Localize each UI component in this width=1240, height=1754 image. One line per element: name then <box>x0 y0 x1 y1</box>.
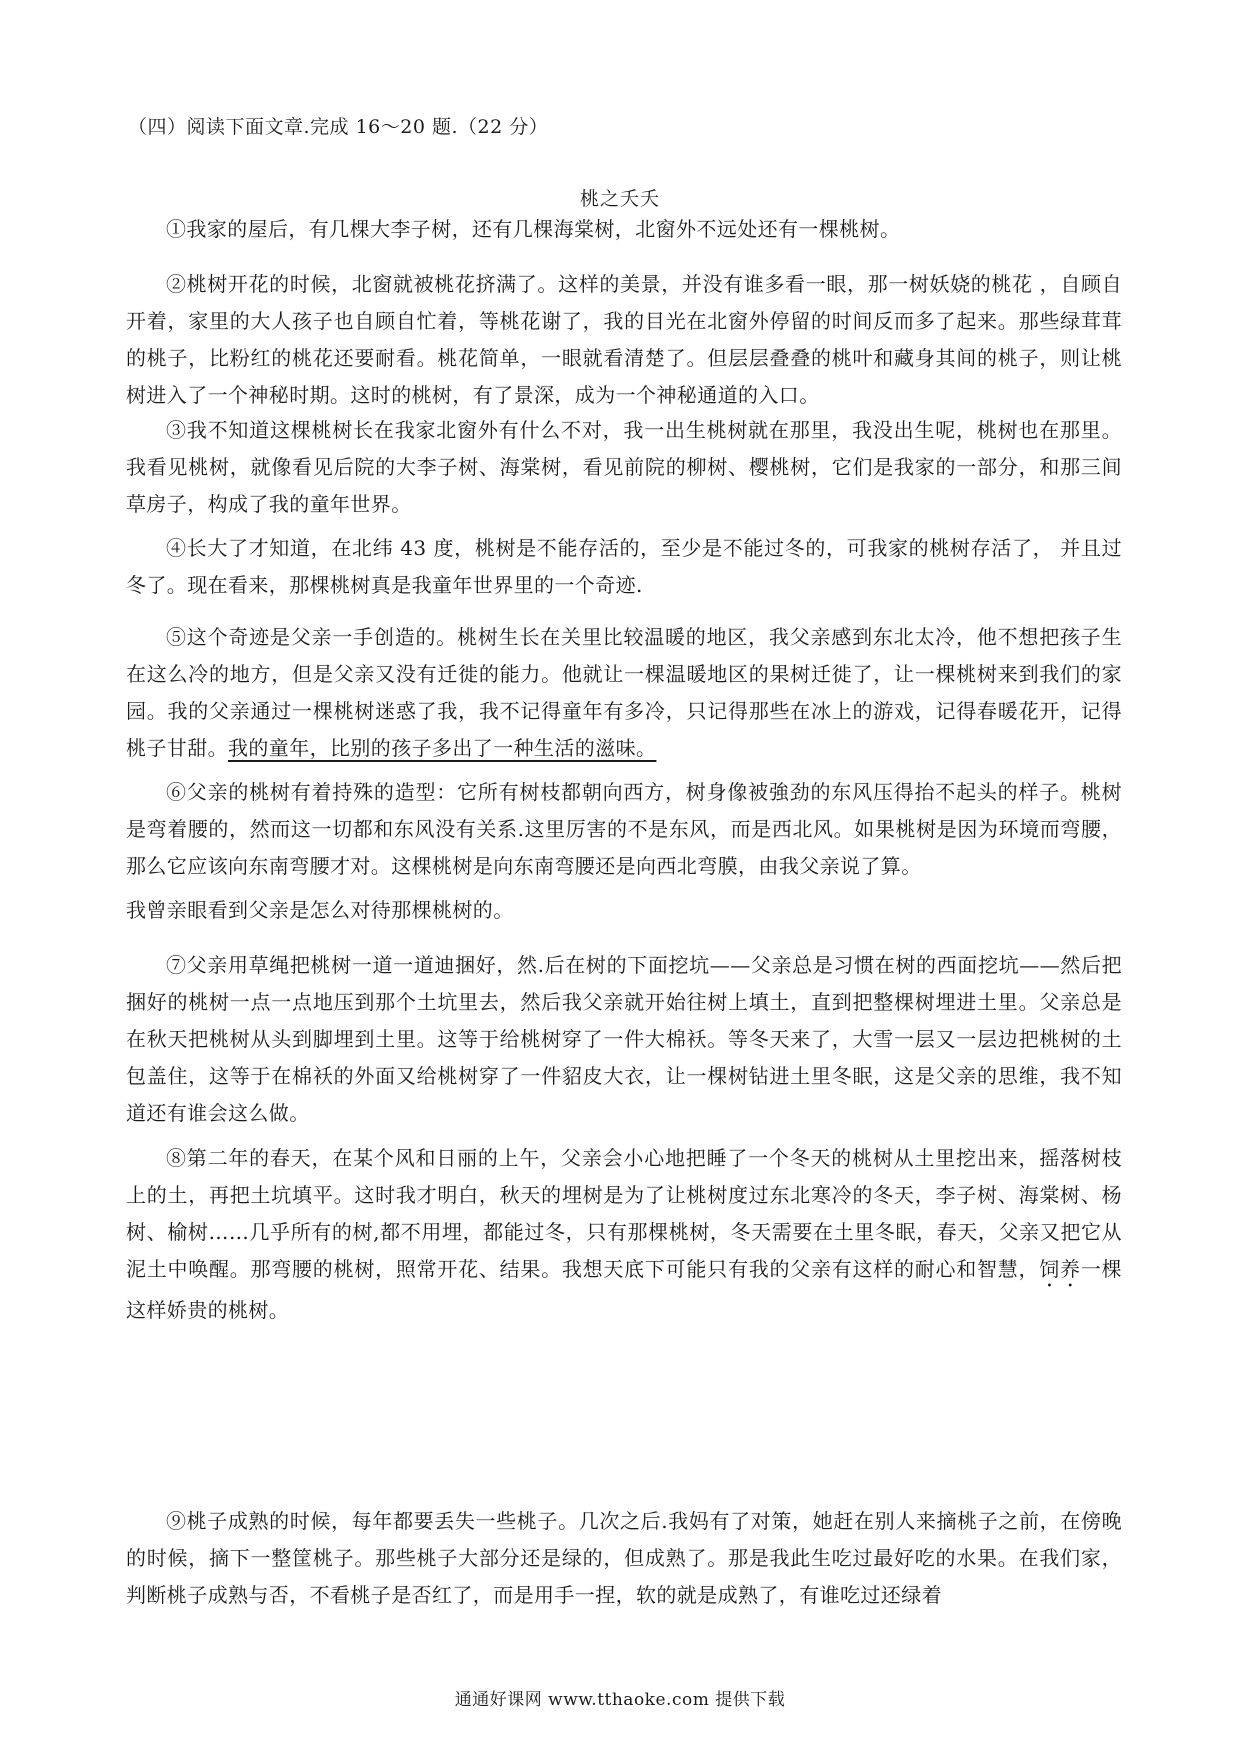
paragraph-3-text: ③我不知道这棵桃树长在我家北窗外有什么不对，我一出生桃树就在那里，我没出生呢，桃树也在那里。我看见桃树，就像看见后院的大李子树、海棠树，看见前院的柳树、樱桃树，它们是我家的一部分，和那三间草房子，构成了我的童年世界。 <box>126 418 1122 516</box>
paragraph-4 <box>126 530 1122 604</box>
paragraph-1 <box>126 211 1122 248</box>
paragraph-6-text: ⑥父亲的桃树有着持殊的造型：它所有树枝都朝向西方，树身像被強劲的东风压得抬不起头的样子。桃树是弯着腰的，然而这一切都和东风没有关系.这里厉害的不是东风，而是西北风。如果桃树是因为环境而弯腰，那么它应该向东南弯腰才对。这棵桃树是向东南弯腰还是向西北弯膜，由我父亲说了算。 <box>126 780 1122 878</box>
paragraph-1-text: ①我家的屋后，有几棵大李子树，还有几棵海棠树，北窗外不远处还有一棵桃树。 <box>166 217 901 241</box>
page-footer: 通通好课网 www.tthaoke.com 提供下载 <box>454 1690 786 1710</box>
paragraph-9 <box>126 1503 1122 1614</box>
paragraph-9-text: ⑨桃子成熟的时候，每年都要丢失一些桃子。几次之后.我妈有了对策，她赶在别人来摘桃子之前，在傍晚的时候，摘下一整筐桃子。那些桃子大部分还是绿的，但成熟了。那是我此生吃过最好吃的水果。在我们家，判断桃子成熟与否，不看桃子是否红了，而是用手一捏，软的就是成熟了，有谁吃过还绿着 <box>126 1509 1122 1607</box>
paragraph-5-text <box>126 619 1122 767</box>
underlined-sentence: 我的童年，比别的孩子多出了一种生活的滋味。 <box>228 736 657 760</box>
paragraph-6b-text: 我曾亲眼看到父亲是怎么对待那棵桃树的。 <box>126 898 514 922</box>
paragraph-2-text: ②桃树开花的时候，北窗就被桃花挤满了。这样的美景，并没有谁多看一眼，那一树妖娆的桃花 ，自顾自开着，家里的大人孩子也自顾自忙着，等桃花谢了，我的目光在北窗外停留的时间反而多了起来。那些绿茸茸的桃子，比粉红的桃花还要耐看。桃花简单，一眼就看清楚了。但层层叠叠的桃叶和藏身其间的桃子，则让桃树进入了一个神秘时期。这时的桃树，有了景深，成为一个神秘通道的入口。 <box>126 272 1122 407</box>
paragraph-3 <box>126 412 1122 523</box>
paragraph-7 <box>126 947 1122 1132</box>
paragraph-5 <box>126 619 1122 767</box>
section-instruction: （四）阅读下面文章.完成 16〜20 题.（22 分） <box>128 116 549 138</box>
paragraph-8-main: ⑧第二年的春天，在某个风和日丽的上午，父亲会小心地把睡了一个冬天的桃树从土里挖出来，摇落树枝上的土，再把土坑填平。这时我才明白，秋天的埋树是为了让桃树度过东北寒冷的冬天，李子树、海棠树、杨树、榆树……几乎所有的树,都不用埋，都能过冬，只有那棵桃树，冬天需要在土里冬眠，春天，父亲又把它从泥土中唤醒。那弯腰的桃树，照常开花、结果。我想天底下可能只有我的父亲有这样的耐心和智慧， <box>126 1146 1122 1281</box>
paragraph-2 <box>126 266 1122 414</box>
emphasized-word: 饲养 <box>1039 1257 1081 1281</box>
paragraph-6 <box>126 774 1122 885</box>
paragraph-8-text <box>126 1140 1122 1329</box>
paragraph-4-text: ④长大了才知道，在北纬 43 度，桃树是不能存活的，至少是不能过冬的，可我家的桃树存活了， 并且过冬了。现在看来，那棵桃树真是我童年世界里的一个奇迹. <box>126 536 1122 597</box>
paragraph-8-end: 一棵这样娇贵的桃树。 <box>126 1257 1122 1322</box>
article-title: 桃之夭夭 <box>579 188 660 210</box>
paragraph-8 <box>126 1140 1122 1329</box>
paragraph-5-main: ⑤这个奇迹是父亲一手创造的。桃树生长在关里比较温暖的地区，我父亲感到东北太冷，他不想把孩子生在这么冷的地方，但是父亲又没有迁徙的能力。他就让一棵温暖地区的果树迁徙了，让一棵桃树来到我们的家园。我的父亲通过一棵桃树迷惑了我，我不记得童年有多冷，只记得那些在冰上的游戏，记得春暖花开，记得桃子甘甜。 <box>126 625 1122 760</box>
paragraph-7-text: ⑦父亲用草绳把桃树一道一道迪捆好，然.后在树的下面挖坑——父亲总是习惯在树的西面挖坑——然后把捆好的桃树一点一点地压到那个土坑里去，然后我父亲就开始往树上填土，直到把整棵树埋进土里。父亲总是在秋天把桃树从头到脚埋到土里。这等于给桃树穿了一件大棉袄。等冬天来了，大雪一层又一层边把桃树的土包盖住，这等于在棉袄的外面又给桃树穿了一件貂皮大衣，让一棵树钻进土里冬眠，这是父亲的思维，我不知道还有谁会这么做。 <box>126 953 1122 1125</box>
paragraph-6b <box>126 892 1122 929</box>
